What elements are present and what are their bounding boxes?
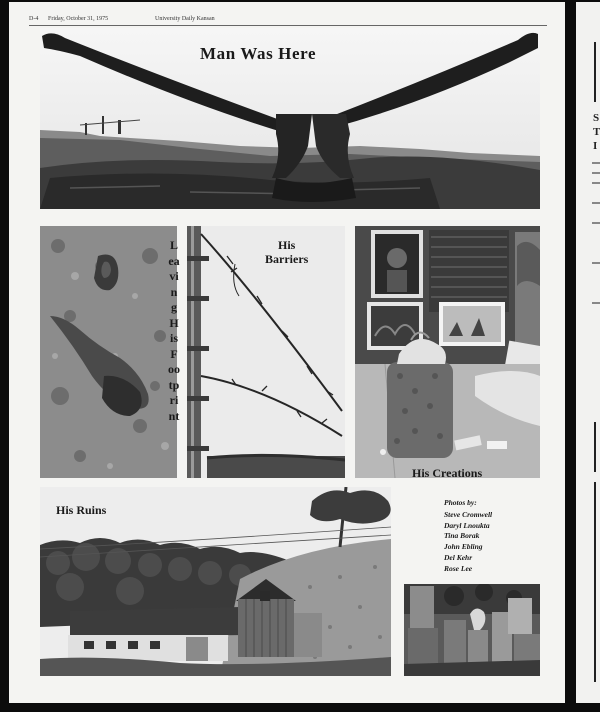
adjacent-page-letter: I: [593, 140, 598, 152]
adjacent-page-text-line: [592, 182, 600, 184]
barriers-title-line-1: His: [277, 238, 296, 252]
credit-name: Rose Lee: [444, 563, 473, 573]
newspaper-page: [9, 2, 565, 703]
creations-title: His Creations: [412, 466, 483, 480]
adjacent-page-edge: [576, 2, 600, 703]
credit-name: Daryl Lnoukta: [444, 520, 490, 530]
photo-art-exhibit: [355, 226, 540, 478]
credits-label: Photos by:: [444, 498, 477, 507]
photo-footprint: [40, 226, 177, 478]
adjacent-page-text-line: [592, 222, 600, 224]
page-number: D-4: [29, 16, 39, 22]
footprint-image: [40, 226, 177, 478]
adjacent-page-text-line: [592, 202, 600, 204]
adjacent-page-rule: [594, 422, 596, 472]
credit-name: John Ebling: [444, 542, 483, 552]
photo-credits: [444, 498, 492, 575]
issue-date: Friday, October 31, 1975: [48, 16, 109, 22]
adjacent-page-text-line: [592, 162, 600, 164]
page-folio: [29, 16, 547, 26]
stone-sculptures-image: [404, 584, 540, 676]
adjacent-page-text-line: [592, 262, 600, 264]
ruins-title: His Ruins: [56, 503, 107, 517]
credit-name: Del Kehr: [444, 552, 473, 562]
photo-stone-sculptures: [404, 584, 540, 676]
adjacent-page-rule: [594, 482, 596, 682]
credit-name: Tina Borak: [444, 531, 480, 541]
footprint-vertical-title: Leaving His Footprint: [168, 238, 180, 423]
barriers-title-line-2: Barriers: [265, 252, 309, 266]
art-exhibit-image: [355, 226, 540, 478]
adjacent-page-text-line: [592, 302, 600, 304]
main-title: Man Was Here: [200, 44, 317, 63]
adjacent-page-letter: T: [593, 126, 600, 138]
credit-name: Steve Cromwell: [444, 509, 493, 519]
adjacent-page-text-line: [592, 172, 600, 174]
adjacent-page-rule: [594, 42, 596, 102]
publication-name: University Daily Kansan: [155, 16, 215, 22]
barriers-title: [265, 238, 308, 266]
adjacent-page-letter: S: [593, 112, 600, 124]
